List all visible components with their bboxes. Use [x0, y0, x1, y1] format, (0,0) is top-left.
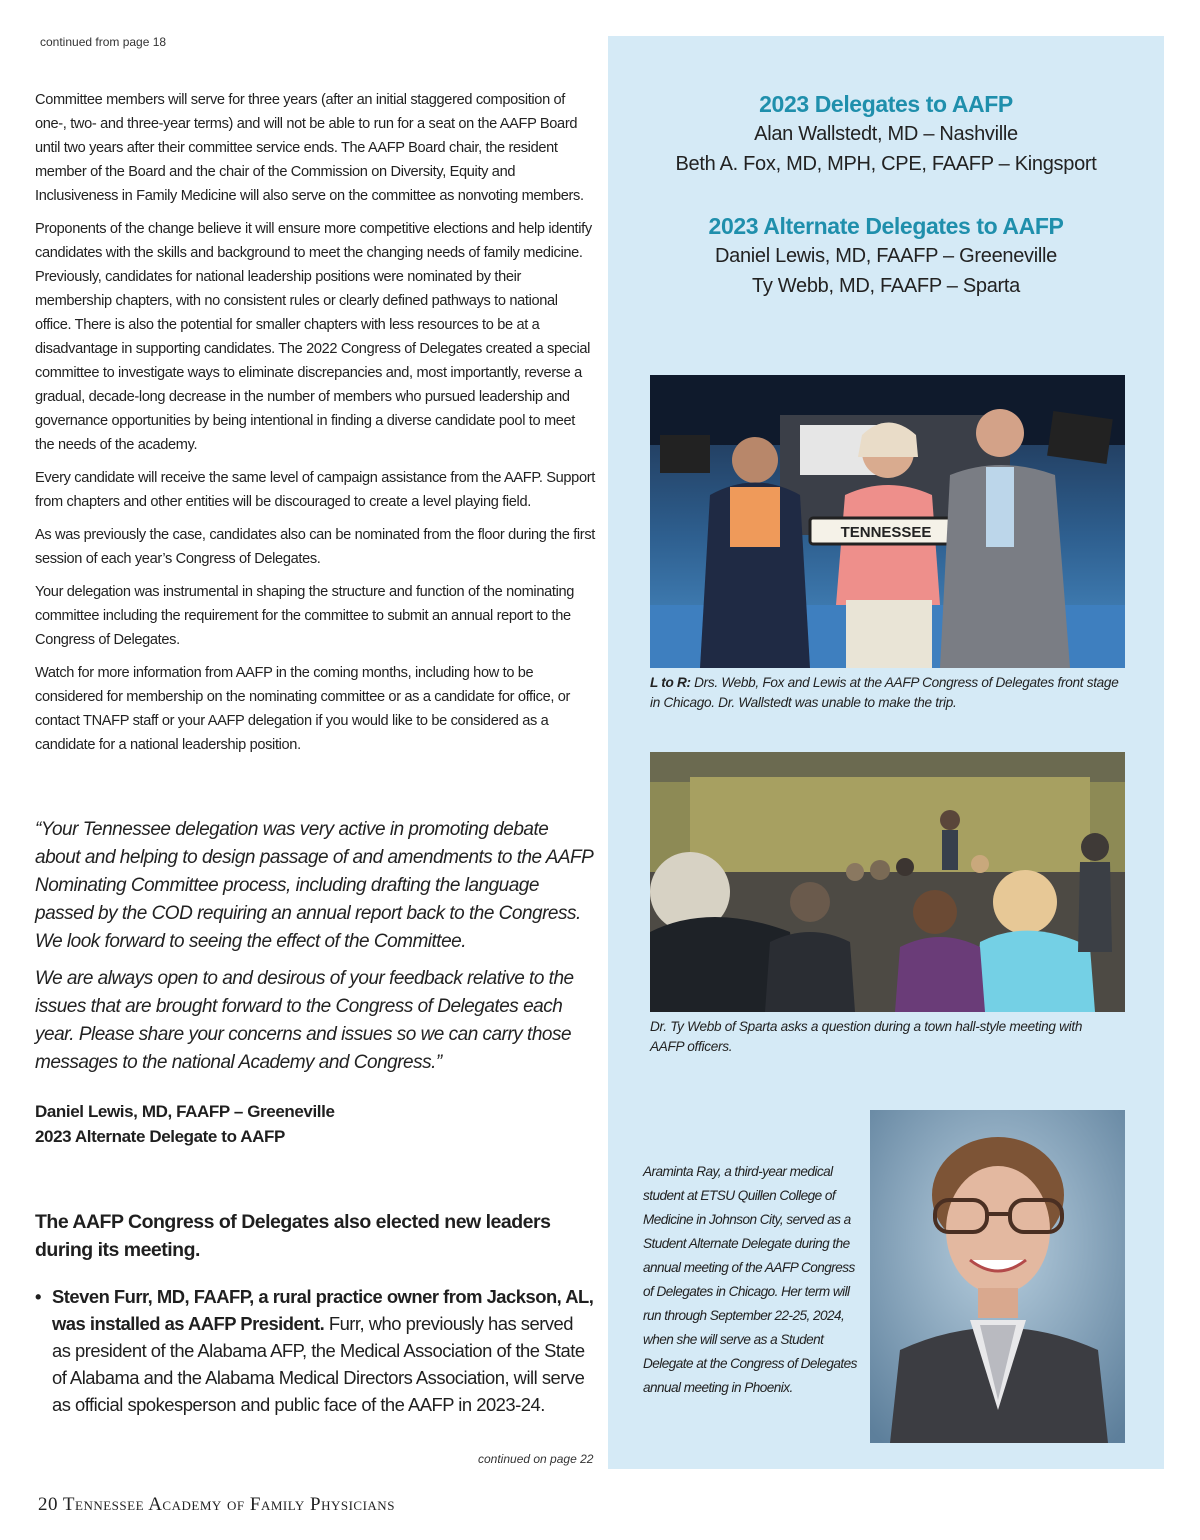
town-hall-illustration — [650, 752, 1125, 1012]
continued-on-label: continued on page 22 — [478, 1452, 594, 1466]
town-hall-photo — [650, 752, 1125, 1012]
body-paragraph: As was previously the case, candidates also can be nominated from the floor during the first session of each year’s Congress of Delegates. — [35, 527, 595, 567]
delegates-stage-photo — [650, 375, 1125, 668]
attribution-title: 2023 Alternate Delegate to AAFP — [35, 1127, 285, 1146]
leader-bullet-text — [52, 1283, 595, 1418]
alternates-title: 2023 Alternate Delegates to AAFP — [708, 213, 1064, 239]
bullet-dot-icon: • — [35, 1286, 41, 1307]
delegate-name: Alan Wallstedt, MD – Nashville — [754, 123, 1018, 145]
body-paragraph: Proponents of the change believe it will ensure more competitive elections and help identify candidates with the skills and background to meet the changing needs of family medicine. Previously, candidates for national leadership positions were nominated by their membership chapters, with no consistent rules or clearly defined pathways to national office. There is also the potential for smaller chapters with less resources to be at a disadvantage in supporting candidates. The 2022 Congress of Delegates created a special committee to investigate ways to eliminate discrepancies and, most importantly, reverse a gradual, decade-long decrease in the number of members who pursued leadership and governance opportunities by being intentional in finding a diverse candidate pool to meet the needs of the academy. — [35, 221, 592, 453]
town-hall-caption: Dr. Ty Webb of Sparta asks a question during a town hall-style meeting with AAFP officers. — [650, 1019, 1083, 1054]
body-paragraph: Your delegation was instrumental in shaping the structure and function of the nominating committee including the requirement for the committee to submit an annual report to the Congress of Delegates. — [35, 584, 574, 648]
continued-from-label: continued from page 18 — [40, 35, 167, 49]
caption-lead: L to R: — [650, 675, 691, 690]
page-footer: 20 Tennessee Academy of Family Physicians — [38, 1494, 395, 1515]
leader-bullet-bold: Steven Furr, MD, FAAFP, a rural practice owner from Jackson, AL, was installed as AAFP President. — [52, 1286, 594, 1334]
stage-photo-caption — [650, 673, 1130, 713]
leader-bullet-body: Furr, who previously has served as president of the Alabama AFP, the Medical Association of the State of Alabama and the Alabama Medical Directors Association, will serve as official spokesperson and public face of the AAFP in 2023-24. — [52, 1313, 585, 1415]
stage-sign-text: TENNESSEE — [840, 524, 932, 541]
student-delegate-caption: Araminta Ray, a third-year medical student at ETSU Quillen College of Medicine in Johnson City, served as a Student Alternate Delegate during the annual meeting of the AAFP Congress of Delegates in Chicago. Her term will run through September 22-25, 2024, when she will serve as a Student Delegate at the Congress of Delegates annual meeting in Phoenix. — [643, 1164, 857, 1395]
delegates-block — [608, 89, 1164, 179]
alternate-name: Daniel Lewis, MD, FAAFP – Greeneville — [714, 245, 1057, 267]
body-paragraph: Watch for more information from AAFP in the coming months, including how to be considered for membership on the nominating committee or as a candidate for office, or contact TNAFP staff or your AAFP delegation if you would like to be considered as a candidate for a national leadership position. — [35, 665, 571, 753]
leader-bullet — [35, 1283, 595, 1418]
leaders-heading: The AAFP Congress of Delegates also elected new leaders during its meeting. — [35, 1211, 551, 1261]
attribution-name: Daniel Lewis, MD, FAAFP – Greeneville — [35, 1102, 335, 1121]
body-paragraph: Committee members will serve for three years (after an initial staggered composition of one-, two- and three-year terms) and will not be able to run for a seat on the AAFP Board until two years after their committee service ends. The AAFP Board chair, the resident member of the Board and the chair of the Commission on Diversity, Equity and Inclusiveness in Family Medicine will also serve on the committee as nonvoting members. — [35, 92, 584, 204]
quote-paragraph-2: We are always open to and desirous of your feedback relative to the issues that are brought forward to the Congress of Delegates each year. Please share your concerns and issues so we can carry those messages to the national Academy and Congress.” — [35, 968, 574, 1073]
student-portrait-illustration — [870, 1110, 1125, 1443]
quote-attribution — [35, 1099, 335, 1149]
delegate-name: Beth A. Fox, MD, MPH, CPE, FAAFP – Kingsport — [675, 153, 1097, 175]
quote-paragraph-1: “Your Tennessee delegation was very active in promoting debate about and helping to design passage of and amendments to the AAFP Nominating Committee process, including drafting the language passed by the COD requiring an annual report back to the Congress. We look forward to seeing the effect of the Committee. — [35, 819, 593, 952]
alternate-name: Ty Webb, MD, FAAFP – Sparta — [752, 275, 1020, 297]
student-portrait-photo — [870, 1110, 1125, 1443]
delegates-title: 2023 Delegates to AAFP — [759, 91, 1013, 117]
body-paragraph: Every candidate will receive the same level of campaign assistance from the AAFP. Support from chapters and other entities will be discouraged to create a level playing field. — [35, 470, 595, 510]
article-body — [35, 88, 595, 766]
caption-body: Drs. Webb, Fox and Lewis at the AAFP Congress of Delegates front stage in Chicago. Dr. Wallstedt was unable to make the trip. — [650, 675, 1119, 710]
delegates-stage-illustration — [650, 375, 1125, 668]
alternates-block — [608, 211, 1164, 301]
pull-quote — [35, 816, 595, 1086]
